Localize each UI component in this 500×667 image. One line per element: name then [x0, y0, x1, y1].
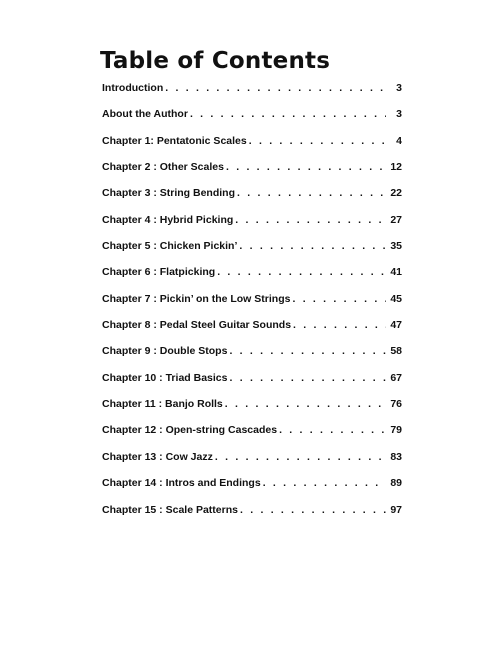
- toc-entry: [102, 161, 402, 187]
- toc-leader-dots: [240, 504, 386, 516]
- toc-entry-label: Chapter 6 : Flatpicking: [102, 266, 216, 279]
- toc-entry-label: About the Author: [102, 108, 188, 121]
- toc-entry-label: Chapter 7 : Pickin’ on the Low Strings: [102, 292, 291, 305]
- toc-entry-label: Chapter 10 : Triad Basics: [102, 371, 228, 384]
- toc-leader-dots: [292, 293, 386, 305]
- toc-entry: [102, 504, 402, 530]
- toc-entry-page: 3: [396, 82, 402, 94]
- toc-entry: [102, 293, 402, 319]
- toc-entry-label: Chapter 8 : Pedal Steel Guitar Sounds: [102, 319, 292, 332]
- toc-entry-label: Chapter 15 : Scale Patterns: [102, 503, 238, 516]
- toc-entry-label: Chapter 4 : Hybrid Picking: [102, 213, 234, 226]
- toc-entry-label: Chapter 3 : String Bending: [102, 187, 236, 200]
- toc-entry-page: 4: [396, 134, 402, 147]
- toc-entry-page: 58: [390, 345, 402, 358]
- toc-leader-dots: [217, 266, 386, 278]
- toc-leader-dots: [215, 451, 386, 463]
- toc-entry-page: 76: [390, 398, 402, 411]
- toc-leader-dots: [263, 477, 386, 489]
- toc-leader-dots: [237, 187, 386, 199]
- toc-entry-page: 12: [390, 161, 402, 174]
- toc-entry-page: 97: [390, 503, 402, 516]
- toc-entry: [102, 82, 402, 108]
- toc-entry-label: Chapter 13 : Cow Jazz: [102, 450, 213, 463]
- toc-entry: [102, 240, 402, 266]
- toc-entry-page: 3: [396, 108, 402, 121]
- toc-entry-label: Chapter 1: Pentatonic Scales: [102, 134, 247, 147]
- toc-entry-label: Chapter 9 : Double Stops: [102, 345, 228, 358]
- toc-leader-dots: [226, 161, 386, 173]
- toc-leader-dots: [235, 214, 386, 226]
- toc-entry-page: 47: [390, 319, 402, 332]
- toc-leader-dots: [239, 240, 386, 252]
- toc-entry-label: Chapter 11 : Banjo Rolls: [102, 398, 223, 411]
- toc-entry-page: 83: [390, 450, 402, 463]
- toc-entry-page: 45: [390, 292, 402, 305]
- toc-entry: [102, 135, 402, 161]
- toc-entry: [102, 214, 402, 240]
- toc-entry-label: Introduction: [102, 82, 164, 94]
- toc-entry-page: 22: [390, 187, 402, 200]
- toc-entry-label: Chapter 12 : Open-string Cascades: [102, 424, 278, 437]
- toc-entry-page: 27: [390, 213, 402, 226]
- toc-entry: [102, 108, 402, 134]
- toc-entry: [102, 187, 402, 213]
- toc-leader-dots: [229, 345, 386, 357]
- toc-leader-dots: [229, 372, 386, 384]
- toc-entry: [102, 424, 402, 450]
- toc-leader-dots: [165, 82, 386, 94]
- toc-entry: [102, 319, 402, 345]
- toc-entry-page: 79: [390, 424, 402, 437]
- toc-leader-dots: [190, 108, 386, 120]
- toc-entry-page: 67: [390, 371, 402, 384]
- toc-entry: [102, 372, 402, 398]
- toc-entry-label: Chapter 14 : Intros and Endings: [102, 477, 261, 490]
- toc-entry-label: Chapter 2 : Other Scales: [102, 161, 224, 174]
- toc-entry: [102, 451, 402, 477]
- toc-leader-dots: [279, 424, 386, 436]
- toc-entry-page: 41: [390, 266, 402, 279]
- toc-list: [102, 82, 402, 530]
- toc-entry-page: 35: [390, 240, 402, 253]
- toc-leader-dots: [293, 319, 386, 331]
- toc-entry: [102, 266, 402, 292]
- toc-entry: [102, 477, 402, 503]
- toc-entry: [102, 345, 402, 371]
- toc-entry: [102, 398, 402, 424]
- toc-leader-dots: [249, 135, 386, 147]
- toc-entry-label: Chapter 5 : Chicken Pickin’: [102, 240, 238, 253]
- toc-entry-page: 89: [390, 477, 402, 490]
- toc-leader-dots: [225, 398, 386, 410]
- page-title: Table of Contents: [100, 48, 331, 74]
